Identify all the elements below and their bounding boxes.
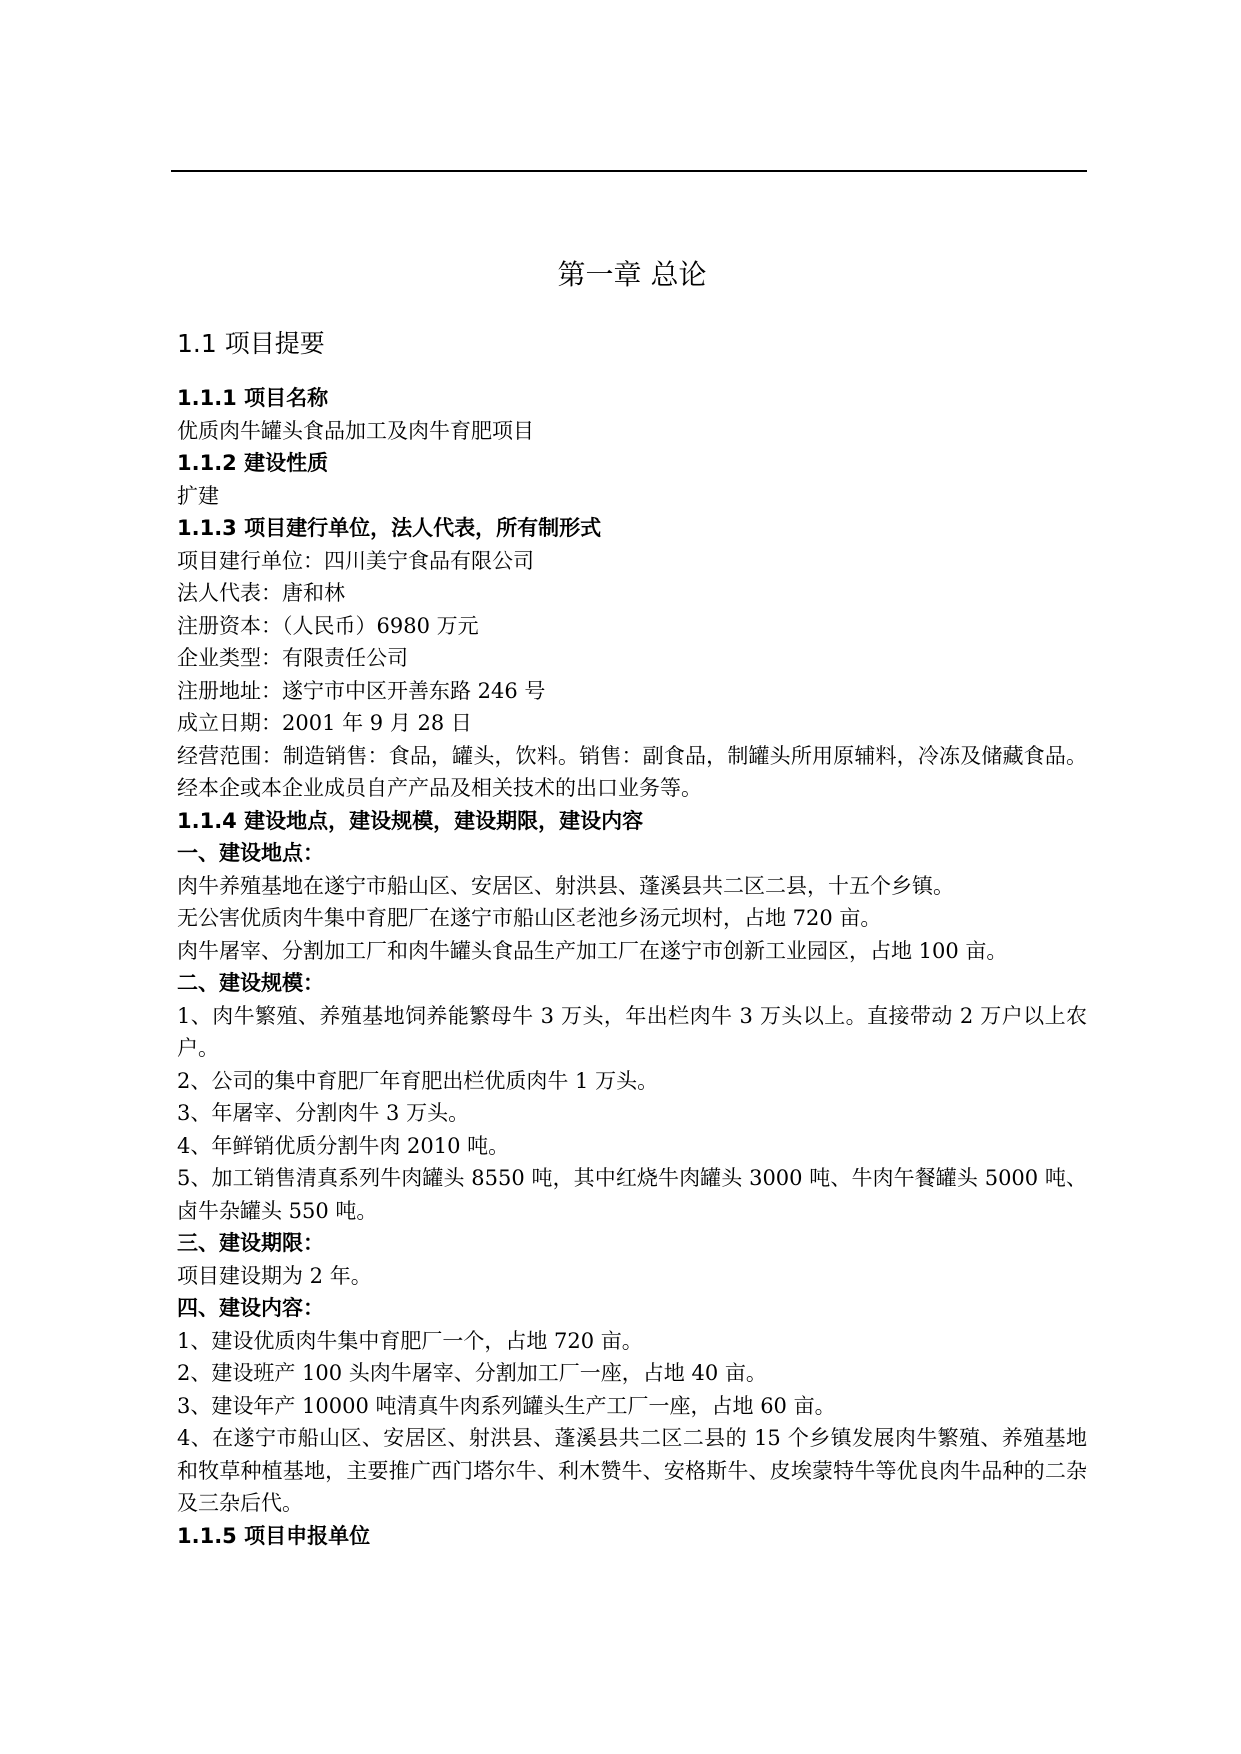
paragraph: 5、加工销售清真系列牛肉罐头 8550 吨，其中红烧牛肉罐头 3000 吨、牛肉午餐罐头 5000 吨、卤牛杂罐头 550 吨。 — [177, 1166, 1087, 1223]
paragraph: 法人代表：唐和林 — [177, 581, 345, 605]
item-heading: 三、建设期限： — [177, 1231, 324, 1255]
paragraph: 2、建设班产 100 头肉牛屠宰、分割加工厂一座，占地 40 亩。 — [177, 1361, 767, 1385]
paragraph: 1、建设优质肉牛集中育肥厂一个，占地 720 亩。 — [177, 1328, 643, 1353]
paragraph: 4、在遂宁市船山区、安居区、射洪县、蓬溪县共二区二县的 15 个乡镇发展肉牛繁殖、养殖基地和牧草种植基地，主要推广西门塔尔牛、利木赞牛、安格斯牛、皮埃蒙特牛等优良肉牛品种的二杂及三杂后代。 — [177, 1426, 1087, 1515]
paragraph: 项目建行单位：四川美宁食品有限公司 — [177, 548, 534, 573]
paragraph: 肉牛屠宰、分割加工厂和肉牛罐头食品生产加工厂在遂宁市创新工业园区，占地 100 亩。 — [177, 938, 1008, 963]
document-body — [177, 252, 1087, 1552]
paragraph: 注册地址：遂宁市中区开善东路 246 号 — [177, 678, 546, 703]
section-title: 1.1 项目提要 — [177, 329, 325, 358]
paragraph: 3、建设年产 10000 吨清真牛肉系列罐头生产工厂一座，占地 60 亩。 — [177, 1393, 836, 1418]
section-content — [177, 382, 1087, 1552]
item-heading: 四、建设内容： — [177, 1296, 324, 1320]
paragraph: 扩建 — [177, 483, 219, 508]
subsection-heading: 1.1.5 项目申报单位 — [177, 1523, 371, 1548]
item-heading: 一、建设地点： — [177, 841, 324, 865]
paragraph: 项目建设期为 2 年。 — [177, 1263, 372, 1288]
subsection-heading: 1.1.2 建设性质 — [177, 451, 329, 475]
chapter-title: 第一章 总论 — [557, 258, 707, 291]
paragraph: 成立日期：2001 年 9 月 28 日 — [177, 711, 472, 735]
paragraph: 肉牛养殖基地在遂宁市船山区、安居区、射洪县、蓬溪县共二区二县，十五个乡镇。 — [177, 873, 954, 898]
subsection-heading: 1.1.1 项目名称 — [177, 386, 329, 410]
paragraph: 1、肉牛繁殖、养殖基地饲养能繁母牛 3 万头，年出栏肉牛 3 万头以上。直接带动 2 万户以上农户。 — [177, 1003, 1087, 1060]
paragraph: 注册资本：（人民币）6980 万元 — [177, 613, 479, 638]
paragraph: 3、年屠宰、分割肉牛 3 万头。 — [177, 1101, 470, 1125]
subsection-heading: 1.1.3 项目建行单位，法人代表，所有制形式 — [177, 516, 602, 540]
paragraph: 4、年鲜销优质分割牛肉 2010 吨。 — [177, 1133, 510, 1158]
paragraph: 无公害优质肉牛集中育肥厂在遂宁市船山区老池乡汤元坝村，占地 720 亩。 — [177, 906, 882, 930]
item-heading: 二、建设规模： — [177, 971, 324, 995]
paragraph: 优质肉牛罐头食品加工及肉牛育肥项目 — [177, 418, 534, 443]
header-rule — [171, 170, 1087, 172]
paragraph: 经营范围：制造销售：食品，罐头，饮料。销售：副食品，制罐头所用原辅料，冷冻及储藏食品。经本企或本企业成员自产产品及相关技术的出口业务等。 — [177, 743, 1087, 800]
paragraph: 2、公司的集中育肥厂年育肥出栏优质肉牛 1 万头。 — [177, 1068, 659, 1093]
paragraph: 企业类型：有限责任公司 — [177, 646, 408, 670]
subsection-heading: 1.1.4 建设地点，建设规模，建设期限，建设内容 — [177, 808, 644, 833]
